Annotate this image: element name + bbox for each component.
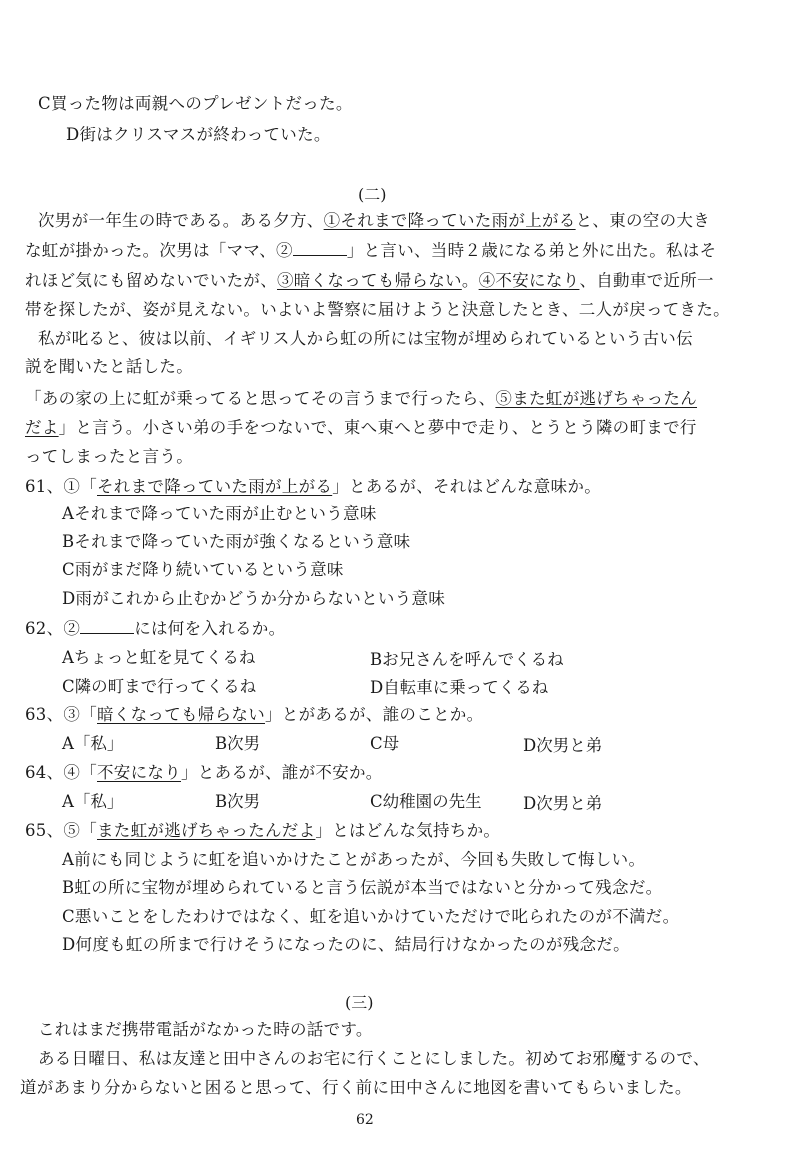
blank-2: [293, 241, 347, 256]
q61-option-b[interactable]: Bそれまで降っていた雨が強くなるという意味: [62, 532, 411, 551]
q65-option-a[interactable]: A前にも同じように虹を追いかけたことがあったが、今回も失敗して悔しい。: [62, 850, 646, 869]
passage-line: 次男が一年生の時である。ある夕方、①それまで降っていた雨が上がると、東の空の大き: [38, 211, 711, 230]
q62-option-d[interactable]: D自転車に乗ってくるね: [370, 678, 549, 697]
passage-line: 「あの家の上に虹が乗ってると思ってその言うまで行ったら、⑤また虹が逃げちゃったん: [25, 389, 698, 408]
question-65: 65、⑤「また虹が逃げちゃったんだよ」とはどんな気持ちか。: [25, 821, 501, 840]
underline-1: ①それまで降っていた雨が上がる: [323, 211, 576, 230]
q63-option-a[interactable]: A「私」: [62, 734, 124, 753]
q64-option-a[interactable]: A「私」: [62, 792, 124, 811]
section-3-heading: (三): [345, 993, 374, 1012]
q63-option-c[interactable]: C母: [370, 734, 400, 753]
page-number: 62: [356, 1112, 374, 1128]
underline-5: ⑤また虹が逃げちゃったん: [495, 389, 698, 408]
q63-option-d[interactable]: D次男と弟: [523, 736, 603, 755]
passage-line: 説を聞いたと話した。: [25, 357, 193, 376]
underline-5-cont: だよ: [25, 418, 59, 437]
underline-3: ③暗くなっても帰らない: [277, 271, 462, 290]
passage-line: な虹が掛かった。次男は「ママ、② 」と言い、当時２歳になる弟と外に出た。私はそ: [25, 241, 717, 260]
passage-line: これはまだ携帯電話がなかった時の話です。: [38, 1020, 373, 1039]
question-63: 63、③「暗くなっても帰らない」とがあるが、誰のことか。: [25, 705, 484, 724]
q65-option-d[interactable]: D何度も虹の所まで行けそうになったのに、結局行けなかったのが残念だ。: [62, 935, 630, 954]
underline-4: ④不安になり: [478, 271, 580, 290]
passage-line: 道があまり分からないと困ると思って、行く前に田中さんに地図を書いてもらいました。: [20, 1078, 692, 1097]
q65-option-b[interactable]: B虹の所に宝物が埋められていると言う伝説が本当ではないと分かって残念だ。: [62, 878, 663, 897]
passage-line: ってしまったと言う。: [25, 447, 193, 466]
q61-option-a[interactable]: Aそれまで降っていた雨が止むという意味: [62, 504, 377, 523]
question-64: 64、④「不安になり」とあるが、誰が不安か。: [25, 763, 383, 782]
question-62: 62、② には何を入れるか。: [25, 619, 286, 638]
question-61: 61、①「それまで降っていた雨が上がる」とあるが、それはどんな意味か。: [25, 477, 602, 496]
q64-option-c[interactable]: C幼稚園の先生: [370, 792, 482, 811]
q61-option-c[interactable]: C雨がまだ降り続いているという意味: [62, 560, 344, 579]
q65-option-c[interactable]: C悪いことをしたわけではなく、虹を追いかけていただけで叱られたのが不満だ。: [62, 907, 680, 926]
blank-62: [80, 619, 134, 634]
passage-line: 私が叱ると、彼は以前、イギリス人から虹の所には宝物が埋められているという古い伝: [38, 329, 693, 348]
passage-line: れほど気にも留めないでいたが、③暗くなっても帰らない。④不安になり、自動車で近所一: [25, 271, 714, 290]
q62-option-b[interactable]: Bお兄さんを呼んでくるね: [370, 650, 564, 669]
q61-option-d[interactable]: D雨がこれから止むかどうか分からないという意味: [62, 589, 446, 608]
passage-line: 帯を探したが、姿が見えない。いよいよ警察に届けようと決意したとき、二人が戻ってきた。: [25, 300, 730, 319]
passage-line: だよ」と言う。小さい弟の手をつないで、東へ東へと夢中で走り、とうとう隣の町まで行: [25, 418, 697, 437]
q63-option-b[interactable]: B次男: [215, 734, 261, 753]
prev-option-d: D街はクリスマスが終わっていた。: [66, 125, 331, 144]
prev-option-c: C買った物は両親へのプレゼントだった。: [38, 94, 353, 113]
q64-option-b[interactable]: B次男: [215, 792, 261, 811]
q62-option-c[interactable]: C隣の町まで行ってくるね: [62, 677, 257, 696]
q64-option-d[interactable]: D次男と弟: [523, 794, 603, 813]
passage-line: ある日曜日、私は友達と田中さんのお宅に行くことにしました。初めてお邪魔するので、: [38, 1049, 710, 1068]
section-2-heading: (二): [358, 185, 387, 204]
q62-option-a[interactable]: Aちょっと虹を見てくるね: [62, 648, 256, 667]
